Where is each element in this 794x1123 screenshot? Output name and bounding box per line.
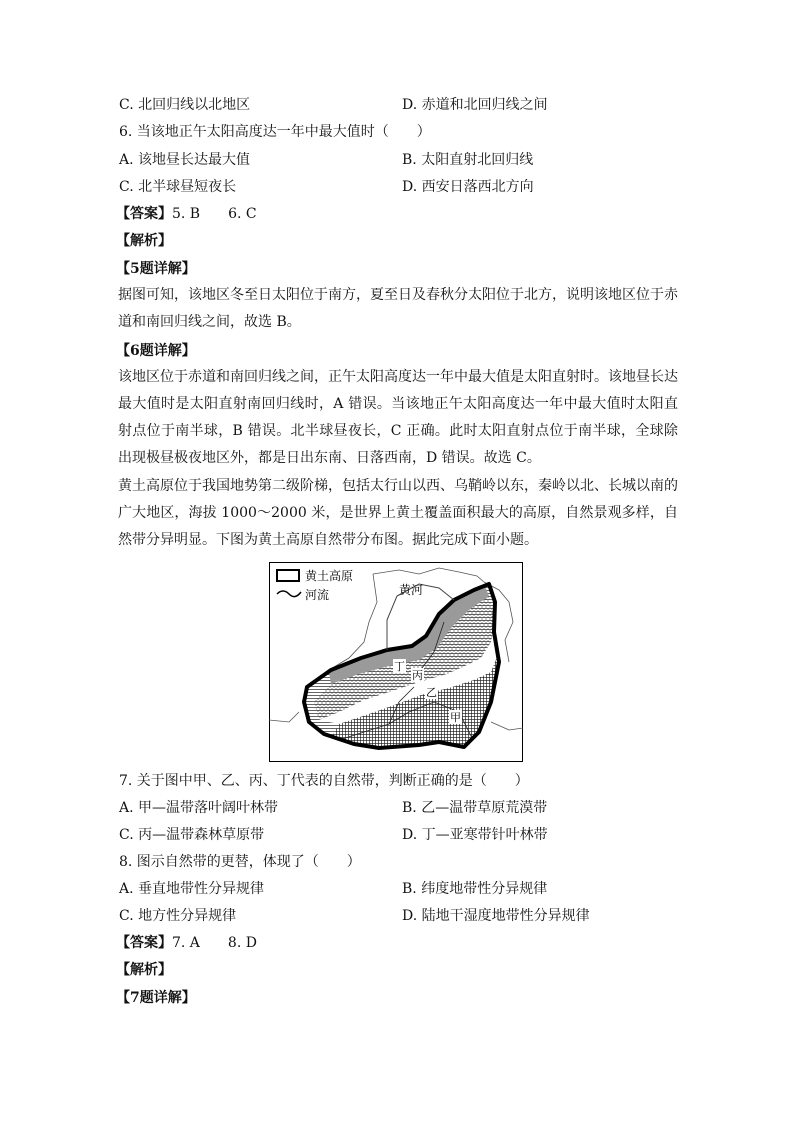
q7-option-d: D. 丁—亚寒带针叶林带 bbox=[402, 827, 548, 843]
detail-5-label: 【5题详解】 bbox=[116, 261, 196, 277]
q8-option-d: D. 陆地干湿度地带性分异规律 bbox=[402, 908, 590, 924]
detail-6-label: 【6题详解】 bbox=[116, 343, 196, 359]
q6-option-c: C. 北半球昼短夜长 bbox=[119, 179, 237, 195]
q5-option-c: C. 北回归线以北地区 bbox=[119, 97, 251, 113]
detail-5-text: 据图可知，该地区冬至日太阳位于南方，夏至日及春秋分太阳位于北方，说明该地区位于赤道和南回归线之间，故选 B。 bbox=[118, 287, 678, 330]
legend-river-label: 河流 bbox=[305, 588, 330, 602]
q6-option-d: D. 西安日落西北方向 bbox=[402, 179, 534, 195]
answer-7: 7. A bbox=[172, 935, 200, 951]
answer-label-2: 【答案】 bbox=[116, 935, 172, 951]
label-yi: 乙 bbox=[426, 686, 437, 699]
analysis-label-2: 【解析】 bbox=[116, 962, 172, 978]
analysis-label-1: 【解析】 bbox=[116, 233, 172, 249]
label-bing: 丙 bbox=[412, 669, 423, 682]
q7-stem: 7. 关于图中甲、乙、丙、丁代表的自然带，判断正确的是（ ） bbox=[119, 773, 529, 789]
legend-plateau-label: 黄土高原 bbox=[305, 569, 354, 583]
label-ding: 丁 bbox=[394, 660, 405, 673]
detail-6-text: 该地区位于赤道和南回归线之间，正午太阳高度达一年中最大值是太阳直射时。该地昼长达最大值时是太阳直射南回归线时，A 错误。当该地正午太阳高度达一年中最大值时太阳直射点位于南半球，B 错误。北半球昼夜长，C 正确。此时太阳直射点位于南半球，全球除出现极昼极夜地区外，都是日出东南、日落西南，D 错误。故选 C。 bbox=[118, 369, 678, 466]
q6-option-b: B. 太阳直射北回归线 bbox=[402, 152, 534, 168]
q7-option-a: A. 甲—温带落叶阔叶林带 bbox=[119, 800, 279, 816]
intro-text: 黄土高原位于我国地势第二级阶梯，包括太行山以西、乌鞘岭以东，秦岭以北、长城以南的广大地区，海拔 1000～2000 米，是世界上黄土覆盖面积最大的高原，自然景观多样，自然带分异明显。下图为黄土高原自然带分布图。据此完成下面小题。 bbox=[118, 478, 678, 548]
q7-option-c: C. 丙—温带森林草原带 bbox=[119, 827, 265, 843]
answer-label: 【答案】 bbox=[116, 206, 172, 222]
q6-option-a: A. 该地昼长达最大值 bbox=[119, 152, 251, 168]
q8-option-c: C. 地方性分异规律 bbox=[119, 908, 237, 924]
q8-option-a: A. 垂直地带性分异规律 bbox=[119, 881, 265, 897]
answer-6: 6. C bbox=[228, 206, 257, 222]
detail-7-label: 【7题详解】 bbox=[116, 990, 196, 1006]
label-jia: 甲 bbox=[450, 711, 461, 724]
q7-option-b: B. 乙—温带草原荒漠带 bbox=[402, 800, 548, 816]
legend-plateau-swatch bbox=[277, 570, 299, 581]
answer-8: 8. D bbox=[227, 935, 257, 951]
label-yellow-river: 黄河 bbox=[399, 583, 424, 597]
q6-stem: 6. 当该地正午太阳高度达一年中最大值时（ ） bbox=[119, 124, 431, 140]
q5-option-d: D. 赤道和北回归线之间 bbox=[402, 97, 548, 113]
answer-line-1 bbox=[116, 204, 257, 224]
q8-stem: 8. 图示自然带的更替，体现了（ ） bbox=[119, 854, 361, 870]
answer-5: 5. B bbox=[172, 206, 201, 222]
loess-plateau-map bbox=[269, 562, 523, 762]
answer-line-2 bbox=[116, 933, 257, 953]
q8-option-b: B. 纬度地带性分异规律 bbox=[402, 881, 548, 897]
